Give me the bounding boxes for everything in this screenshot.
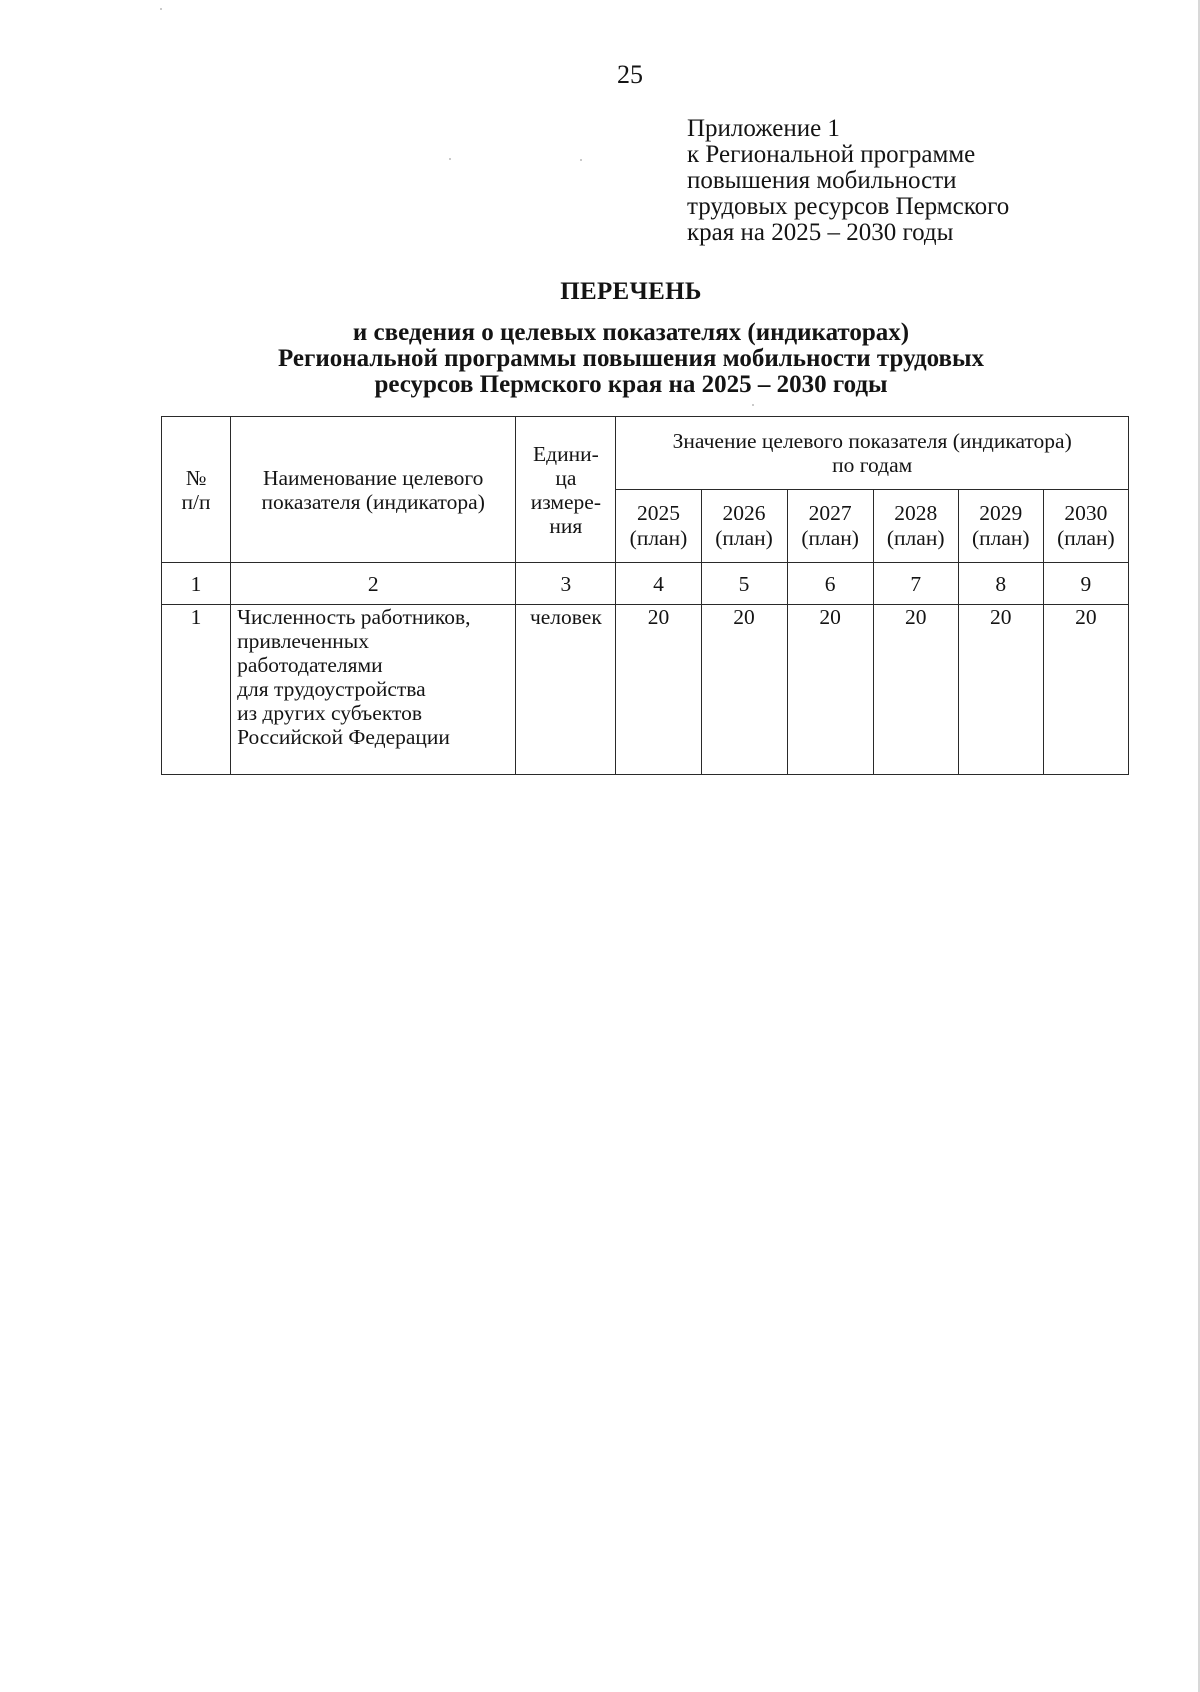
- header-num-line: п/п: [181, 489, 211, 514]
- header-year: [787, 490, 873, 563]
- indicator-value: 20: [873, 605, 958, 775]
- indicator-unit: человек: [516, 605, 616, 775]
- subtitle-line: ресурсов Пермского края на 2025 – 2030 годы: [374, 371, 888, 398]
- scan-artifact: [752, 404, 754, 406]
- document-title: ПЕРЕЧЕНЬ: [560, 278, 702, 305]
- header-unit-line: ния: [549, 513, 583, 538]
- row-number: 1: [162, 605, 231, 775]
- scan-artifact: [449, 158, 451, 160]
- header-year: [1043, 490, 1128, 563]
- indicator-value: 20: [1043, 605, 1128, 775]
- indicator-name-line: Численность работников,: [237, 605, 471, 629]
- indicator-value: 20: [701, 605, 787, 775]
- appendix-line: повышения мобильности: [687, 167, 957, 194]
- column-number: 7: [873, 563, 958, 605]
- header-name: Наименование целевого показателя (индикатора): [231, 417, 516, 563]
- header-unit: [516, 417, 616, 563]
- indicator-name: [231, 605, 516, 775]
- table-row: [162, 605, 1129, 775]
- indicator-value: 20: [958, 605, 1043, 775]
- header-year: [958, 490, 1043, 563]
- column-number: 5: [701, 563, 787, 605]
- year-note: (план): [971, 526, 1030, 550]
- indicator-name-line: работодателями: [237, 653, 383, 677]
- scan-artifact: [160, 8, 162, 10]
- appendix-line: к Региональной программе: [687, 141, 976, 168]
- header-values-group: Значение целевого показателя (индикатора) по годам: [616, 417, 1129, 490]
- appendix-line: трудовых ресурсов Пермского: [687, 193, 1010, 220]
- subtitle-line: и сведения о целевых показателях (индикаторах): [352, 319, 910, 346]
- column-number: 2: [231, 563, 516, 605]
- appendix-line: края на 2025 – 2030 годы: [687, 219, 954, 246]
- page-number: 25: [617, 60, 643, 89]
- header-unit-line: Едини-: [533, 441, 599, 466]
- header-unit-line: измере-: [530, 489, 602, 514]
- year-label: 2025: [636, 501, 680, 525]
- column-number: 1: [162, 563, 231, 605]
- year-label: 2028: [894, 501, 938, 525]
- indicators-table: [161, 416, 1129, 775]
- year-label: 2029: [979, 501, 1023, 525]
- scan-artifact: [580, 159, 582, 161]
- column-number: 6: [787, 563, 873, 605]
- header-year: [873, 490, 958, 563]
- appendix-line: Приложение 1: [687, 115, 840, 142]
- subtitle-line: Региональной программы повышения мобильности трудовых: [277, 345, 985, 372]
- document-subtitle: [0, 320, 1200, 398]
- indicator-value: 20: [787, 605, 873, 775]
- header-num-line: №: [185, 465, 207, 490]
- year-note: (план): [886, 526, 945, 550]
- header-year: [616, 490, 701, 563]
- column-number: 9: [1043, 563, 1128, 605]
- header-unit-line: ца: [555, 465, 577, 490]
- indicator-name-line: привлеченных: [237, 629, 369, 653]
- table-header-row: [162, 417, 1129, 490]
- column-number: 4: [616, 563, 701, 605]
- header-num: [162, 417, 231, 563]
- indicator-name-line: Российской Федерации: [237, 725, 450, 749]
- indicator-value: 20: [616, 605, 701, 775]
- year-label: 2030: [1064, 501, 1108, 525]
- indicator-name-line: из других субъектов: [237, 701, 423, 725]
- year-note: (план): [715, 526, 773, 550]
- indicator-name-line: для трудоустройства: [237, 677, 426, 701]
- year-label: 2026: [722, 501, 766, 525]
- appendix-block: [687, 116, 1009, 246]
- header-year: [701, 490, 787, 563]
- column-number: 3: [516, 563, 616, 605]
- year-note: (план): [1057, 526, 1115, 550]
- year-label: 2027: [808, 501, 852, 525]
- column-number-row: [162, 563, 1129, 605]
- year-note: (план): [629, 526, 688, 550]
- column-number: 8: [958, 563, 1043, 605]
- year-note: (план): [801, 526, 859, 550]
